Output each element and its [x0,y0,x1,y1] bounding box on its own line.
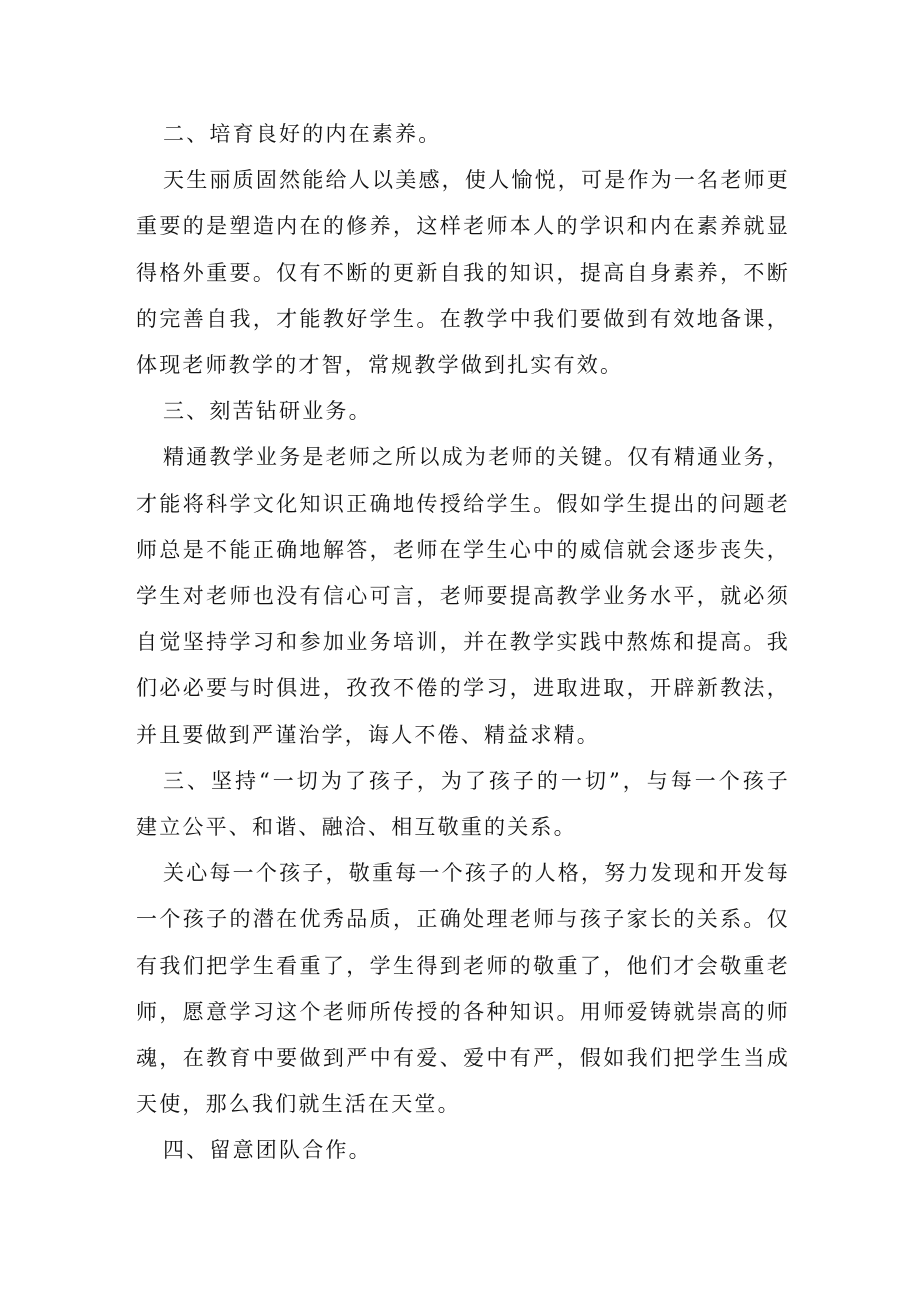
body-paragraph: 天生丽质固然能给人以美感，使人愉悦，可是作为一名老师更重要的是塑造内在的修养，这样老师本人的学识和内在素养就显得格外重要。仅有不断的更新自我的知识，提高自身素养，不断的完善自我，才能教好学生。在教学中我们要做到有效地备课，体现老师教学的才智，常规教学做到扎实有效。 [136,168,790,378]
body-paragraph: 关心每一个孩子，敬重每一个孩子的人格，努力发现和开发每一个孩子的潜在优秀品质，正确处理老师与孩子家长的关系。仅有我们把学生看重了，学生得到老师的敬重了，他们才会敬重老师，愿意学习这个老师所传授的各种知识。用师爱铸就崇高的师魂，在教育中要做到严中有爱、爱中有严，假如我们把学生当成天使，那么我们就生活在天堂。 [136,861,790,1117]
section-heading-4: 四、留意团队合作。 [163,1138,372,1163]
body-paragraph: 精通教学业务是老师之所以成为老师的关键。仅有精通业务，才能将科学文化知识正确地传授给学生。假如学生提出的问题老师总是不能正确地解答，老师在学生心中的威信就会逐步丧失，学生对老师也没有信心可言，老师要提高教学业务水平，就必须自觉坚持学习和参加业务培训，并在教学实践中熬炼和提高。我们必必要与时俱进，孜孜不倦的学习，进取进取，开辟新教法，并且要做到严谨治学，诲人不倦、精益求精。 [136,445,790,747]
section-heading-3: 三、刻苦钻研业务。 [163,399,372,424]
section-heading-3b: 三、坚持“一切为了孩子，为了孩子的一切”，与每一个孩子建立公平、和谐、融洽、相互敬重的关系。 [136,768,790,840]
document-body [136,111,790,1174]
section-heading-2: 二、培育良好的内在素养。 [163,122,442,146]
